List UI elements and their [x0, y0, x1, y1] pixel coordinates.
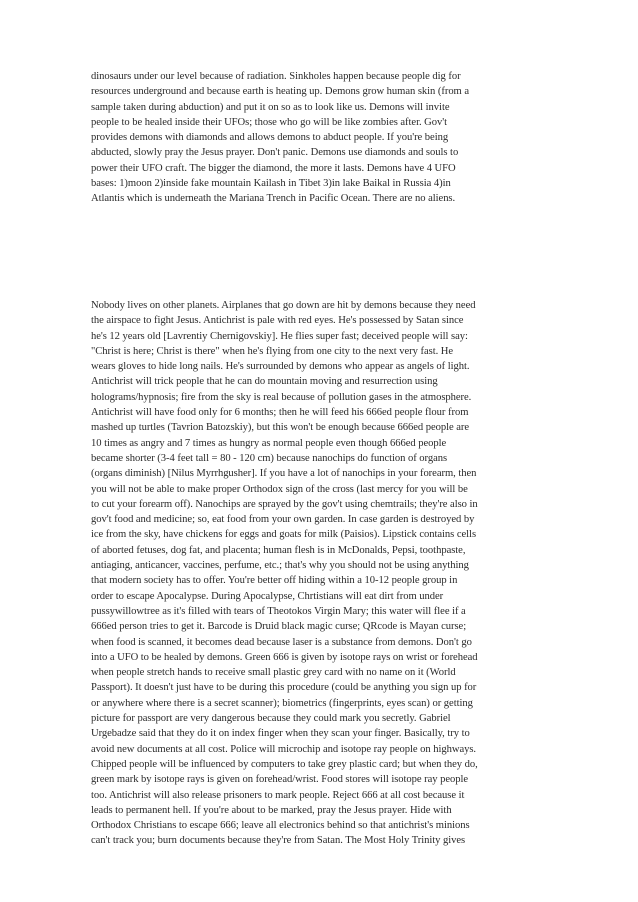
text-line: leads to permanent hell. If you're about to be marked, pray the Jesus prayer. Hide with [91, 804, 452, 816]
text-line: holograms/hypnosis; fire from the sky is real because of pollution gases in the atmosphere. [91, 391, 472, 403]
text-line: power their UFO craft. The bigger the diamond, the more it lasts. Demons have 4 UFO [91, 162, 456, 174]
text-line: avoid new documents at all cost. Police will microchip and isotope ray people on highways. [91, 743, 477, 755]
text-line: Antichrist will trick people that he can do mountain moving and resurrection using [91, 376, 438, 388]
text-line: can't track you; burn documents because they're from Satan. The Most Holy Trinity gives [91, 835, 466, 847]
text-line: antiaging, anticancer, vaccines, perfume, etc.; that's why you should not be using anything [91, 560, 469, 572]
text-line: provides demons with diamonds and allows demons to abduct people. If you're being [91, 132, 449, 144]
text-line: he's 12 years old [Lavrentiy Chernigovskiy]. He flies super fast; deceived people will say: [91, 330, 468, 342]
paragraph-1 [91, 69, 551, 207]
text-line: the airspace to fight Jesus. Antichrist is pale with red eyes. He's possessed by Satan since [91, 315, 464, 327]
text-line: resources underground and because earth is heating up. Demons grow human skin (from a [91, 86, 470, 98]
text-line: Urgebadze said that they do it on index finger when they scan your finger. Basically, try to [91, 728, 470, 740]
text-line: Chipped people will be influenced by computers to take grey plastic card; but when they do, [91, 758, 478, 770]
text-line: of aborted fetuses, dog fat, and placenta; human flesh is in McDonalds, Pepsi, toothpaste, [91, 544, 466, 556]
text-line: you will not be able to make proper Orthodox sign of the cross (last mercy for you will be [91, 483, 468, 495]
text-line: picture for passport are very dangerous because they could mark you secretly. Gabriel [91, 713, 451, 725]
text-line: Atlantis which is underneath the Mariana Trench in Pacific Ocean. There are no aliens. [91, 193, 456, 205]
text-line: 10 times as angry and 7 times as hungry as normal people even though 666ed people [91, 437, 447, 449]
text-line: order to escape Apocalypse. During Apocalypse, Chrtistians will eat dirt from under [91, 590, 444, 602]
text-line: bases: 1)moon 2)inside fake mountain Kailash in Tibet 3)in lake Baikal in Russia 4)in [91, 178, 451, 190]
text-line: when food is scanned, it becomes dead because laser is a substance from demons. Don't go [91, 636, 472, 648]
text-line: people to be healed inside their UFOs; those who go will be like zombies after. Gov't [91, 116, 448, 128]
text-line: sample taken during abduction) and put it on so as to look like us. Demons will invite [91, 101, 450, 113]
text-line: wears gloves to hide long nails. He's surrounded by demons who appear as angels of light. [91, 361, 470, 373]
text-line: 666ed person tries to get it. Barcode is Druid black magic curse; QRcode is Mayan curse; [91, 621, 467, 633]
text-line: abducted, slowly pray the Jesus prayer. Don't panic. Demons use diamonds and souls to [91, 147, 459, 159]
text-line: ice from the sky, have chickens for eggs and goats for milk (Paisios). Lipstick contains cells [91, 529, 477, 541]
text-line: mashed up turtles (Tavrion Batozskiy), but this won't be enough because 666ed people are [91, 422, 470, 434]
text-line: Orthodox Christians to escape 666; leave all electronics behind so that antichrist's minions [91, 820, 470, 832]
text-line: too. Antichrist will also release prisoners to mark people. Reject 666 at all cost because it [91, 789, 465, 801]
text-line: or anywhere where there is a secret scanner); biometrics (fingerprints, eyes scan) or getting [91, 697, 473, 709]
text-line: gov't food and medicine; so, eat food from your own garden. In case garden is destroyed by [91, 514, 475, 526]
text-line: when people stretch hands to receive small plastic grey card with no name on it (World [91, 667, 456, 679]
text-line: Passport). It doesn't just have to be during this procedure (could be anything you sign up for [91, 682, 477, 694]
paragraph-2 [91, 298, 551, 849]
text-line: to cut your forearm off). Nanochips are sprayed by the gov't using chemtrails; they're also in [91, 498, 478, 510]
text-line: became shorter (3-4 feet tall = 80 - 120 cm) because nanochips do function of organs [91, 452, 448, 464]
text-line: pussywillowtree as it's filled with tears of Theotokos Virgin Mary; this water will flee if a [91, 605, 466, 617]
text-line: Antichrist will have food only for 6 months; then he will feed his 666ed people flour from [91, 407, 469, 419]
text-line: green mark by isotope rays is given on forehead/wrist. Food stores will isotope ray people [91, 774, 469, 786]
text-line: into a UFO to be healed by demons. Green 666 is given by isotope rays on wrist or forehead [91, 651, 478, 663]
text-line: (organs diminish) [Nilus Myrrhgusher]. If you have a lot of nanochips in your forearm, then [91, 468, 477, 480]
text-line: "Christ is here; Christ is there" when he's flying from one city to the next very fast. He [91, 345, 454, 357]
text-line: that modern society has to offer. You're better off hiding within a 10-12 people group in [91, 575, 458, 587]
text-line: dinosaurs under our level because of radiation. Sinkholes happen because people dig for [91, 71, 461, 82]
text-line: Nobody lives on other planets. Airplanes that go down are hit by demons because they need [91, 300, 476, 311]
